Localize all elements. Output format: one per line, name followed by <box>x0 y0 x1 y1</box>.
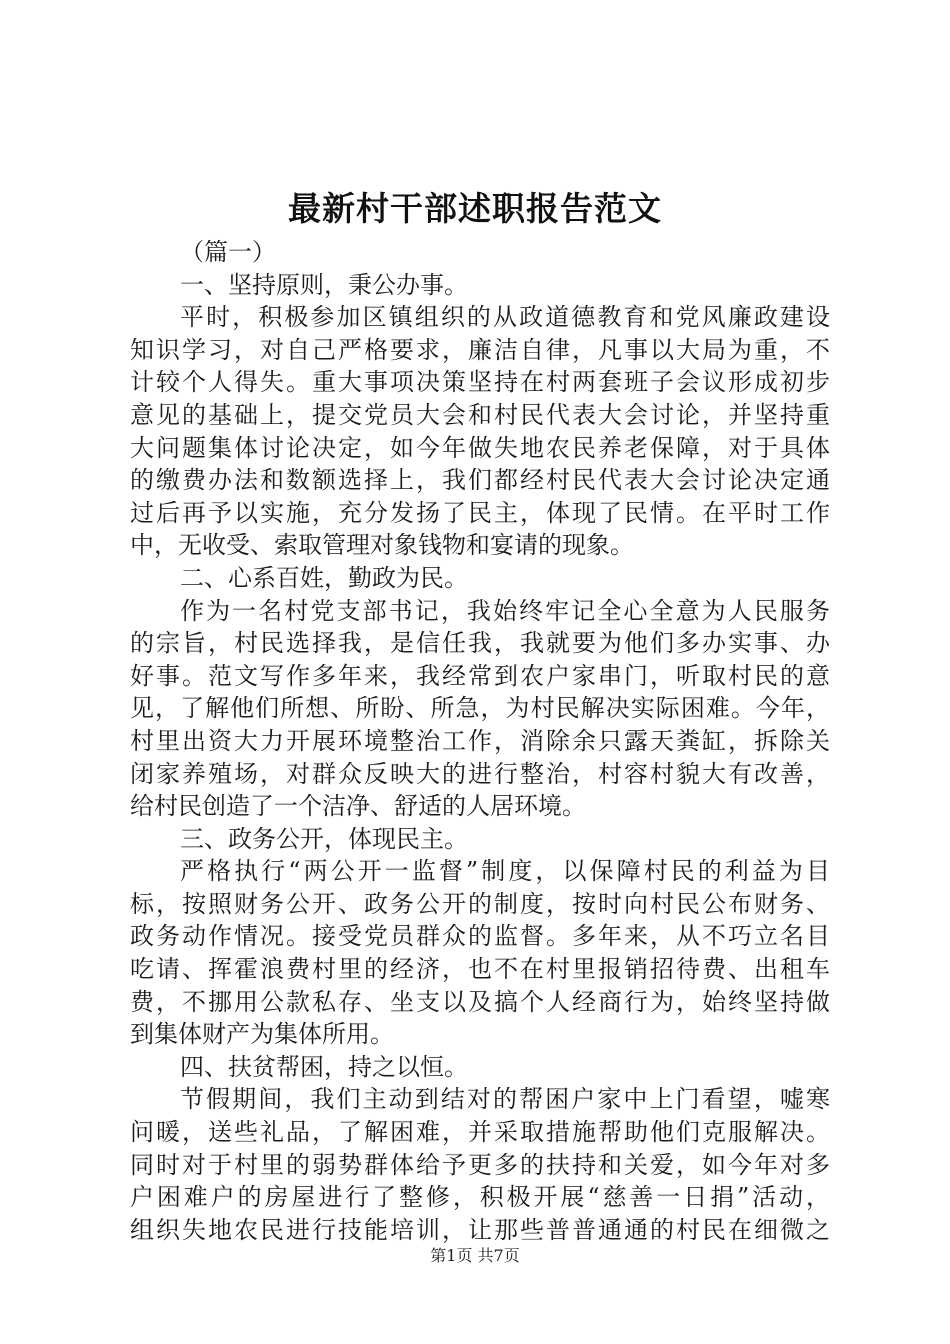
paragraph-line: 过后再予以实施，充分发扬了民主，体现了民情。在平时工作 <box>130 498 830 527</box>
paragraph-line: 好事。范文写作多年来，我经常到农户家串门，听取村民的意 <box>130 661 830 690</box>
section-heading-line: 四、扶贫帮困，持之以恒。 <box>180 1052 468 1081</box>
paragraph-line: 严格执行“两公开一监督”制度，以保障村民的利益为目 <box>180 857 830 886</box>
paragraph-line: 组织失地农民进行技能培训，让那些普普通通的村民在细微之 <box>130 1215 830 1244</box>
paragraph-line: 见，了解他们所想、所盼、所急，为村民解决实际困难。今年， <box>130 694 830 723</box>
paragraph-line: 村里出资大力开展环境整治工作，消除余只露天粪缸，拆除关 <box>130 726 830 755</box>
paragraph-line: 同时对于村里的弱势群体给予更多的扶持和关爱，如今年对多 <box>130 1150 830 1179</box>
paragraph-line: 标，按照财务公开、政务公开的制度，按时向村民公布财务、 <box>130 889 830 918</box>
section-heading-line: 二、心系百姓，勤政为民。 <box>180 563 468 592</box>
section-heading-line: 一、坚持原则，秉公办事。 <box>180 270 468 299</box>
paragraph-line: 的缴费办法和数额选择上，我们都经村民代表大会讨论决定通 <box>130 466 830 495</box>
section-heading-line: （篇一） <box>180 238 276 266</box>
paragraph-line: 政务动作情况。接受党员群众的监督。多年来，从不巧立名目 <box>130 922 830 951</box>
paragraph-line: 作为一名村党支部书记，我始终牢记全心全意为人民服务 <box>180 596 830 625</box>
paragraph-line: 费，不挪用公款私存、坐支以及搞个人经商行为，始终坚持做 <box>130 987 830 1016</box>
paragraph-line: 问暖，送些礼品，了解困难，并采取措施帮助他们克服解决。 <box>130 1118 830 1147</box>
paragraph-line: 的宗旨，村民选择我，是信任我，我就要为他们多办实事、办 <box>130 629 830 658</box>
paragraph-line: 户困难户的房屋进行了整修，积极开展“慈善一日捐”活动， <box>130 1183 830 1212</box>
page-footer: 第1页 共7页 <box>430 1246 520 1265</box>
paragraph-line: 意见的基础上，提交党员大会和村民代表大会讨论，并坚持重 <box>130 400 830 429</box>
paragraph-line: 给村民创造了一个洁净、舒适的人居环境。 <box>130 792 586 821</box>
section-heading-line: 三、政务公开，体现民主。 <box>180 824 468 853</box>
paragraph-line: 闭家养殖场，对群众反映大的进行整治，村容村貌大有改善， <box>130 759 830 788</box>
paragraph-line: 中，无收受、索取管理对象钱物和宴请的现象。 <box>130 531 634 560</box>
paragraph-line: 计较个人得失。重大事项决策坚持在村两套班子会议形成初步 <box>130 368 830 397</box>
paragraph-line: 平时，积极参加区镇组织的从政道德教育和党风廉政建设 <box>180 303 830 332</box>
document-body <box>130 236 830 1246</box>
document-title: 最新村干部述职报告范文 <box>288 189 662 228</box>
paragraph-line: 知识学习，对自己严格要求，廉洁自律，凡事以大局为重，不 <box>130 335 830 364</box>
paragraph-line: 大问题集体讨论决定，如今年做失地农民养老保障，对于具体 <box>130 433 830 462</box>
paragraph-line: 吃请、挥霍浪费村里的经济，也不在村里报销招待费、出租车 <box>130 955 830 984</box>
paragraph-line: 到集体财产为集体所用。 <box>130 1020 394 1049</box>
paragraph-line: 节假期间，我们主动到结对的帮困户家中上门看望，嘘寒 <box>180 1085 830 1114</box>
